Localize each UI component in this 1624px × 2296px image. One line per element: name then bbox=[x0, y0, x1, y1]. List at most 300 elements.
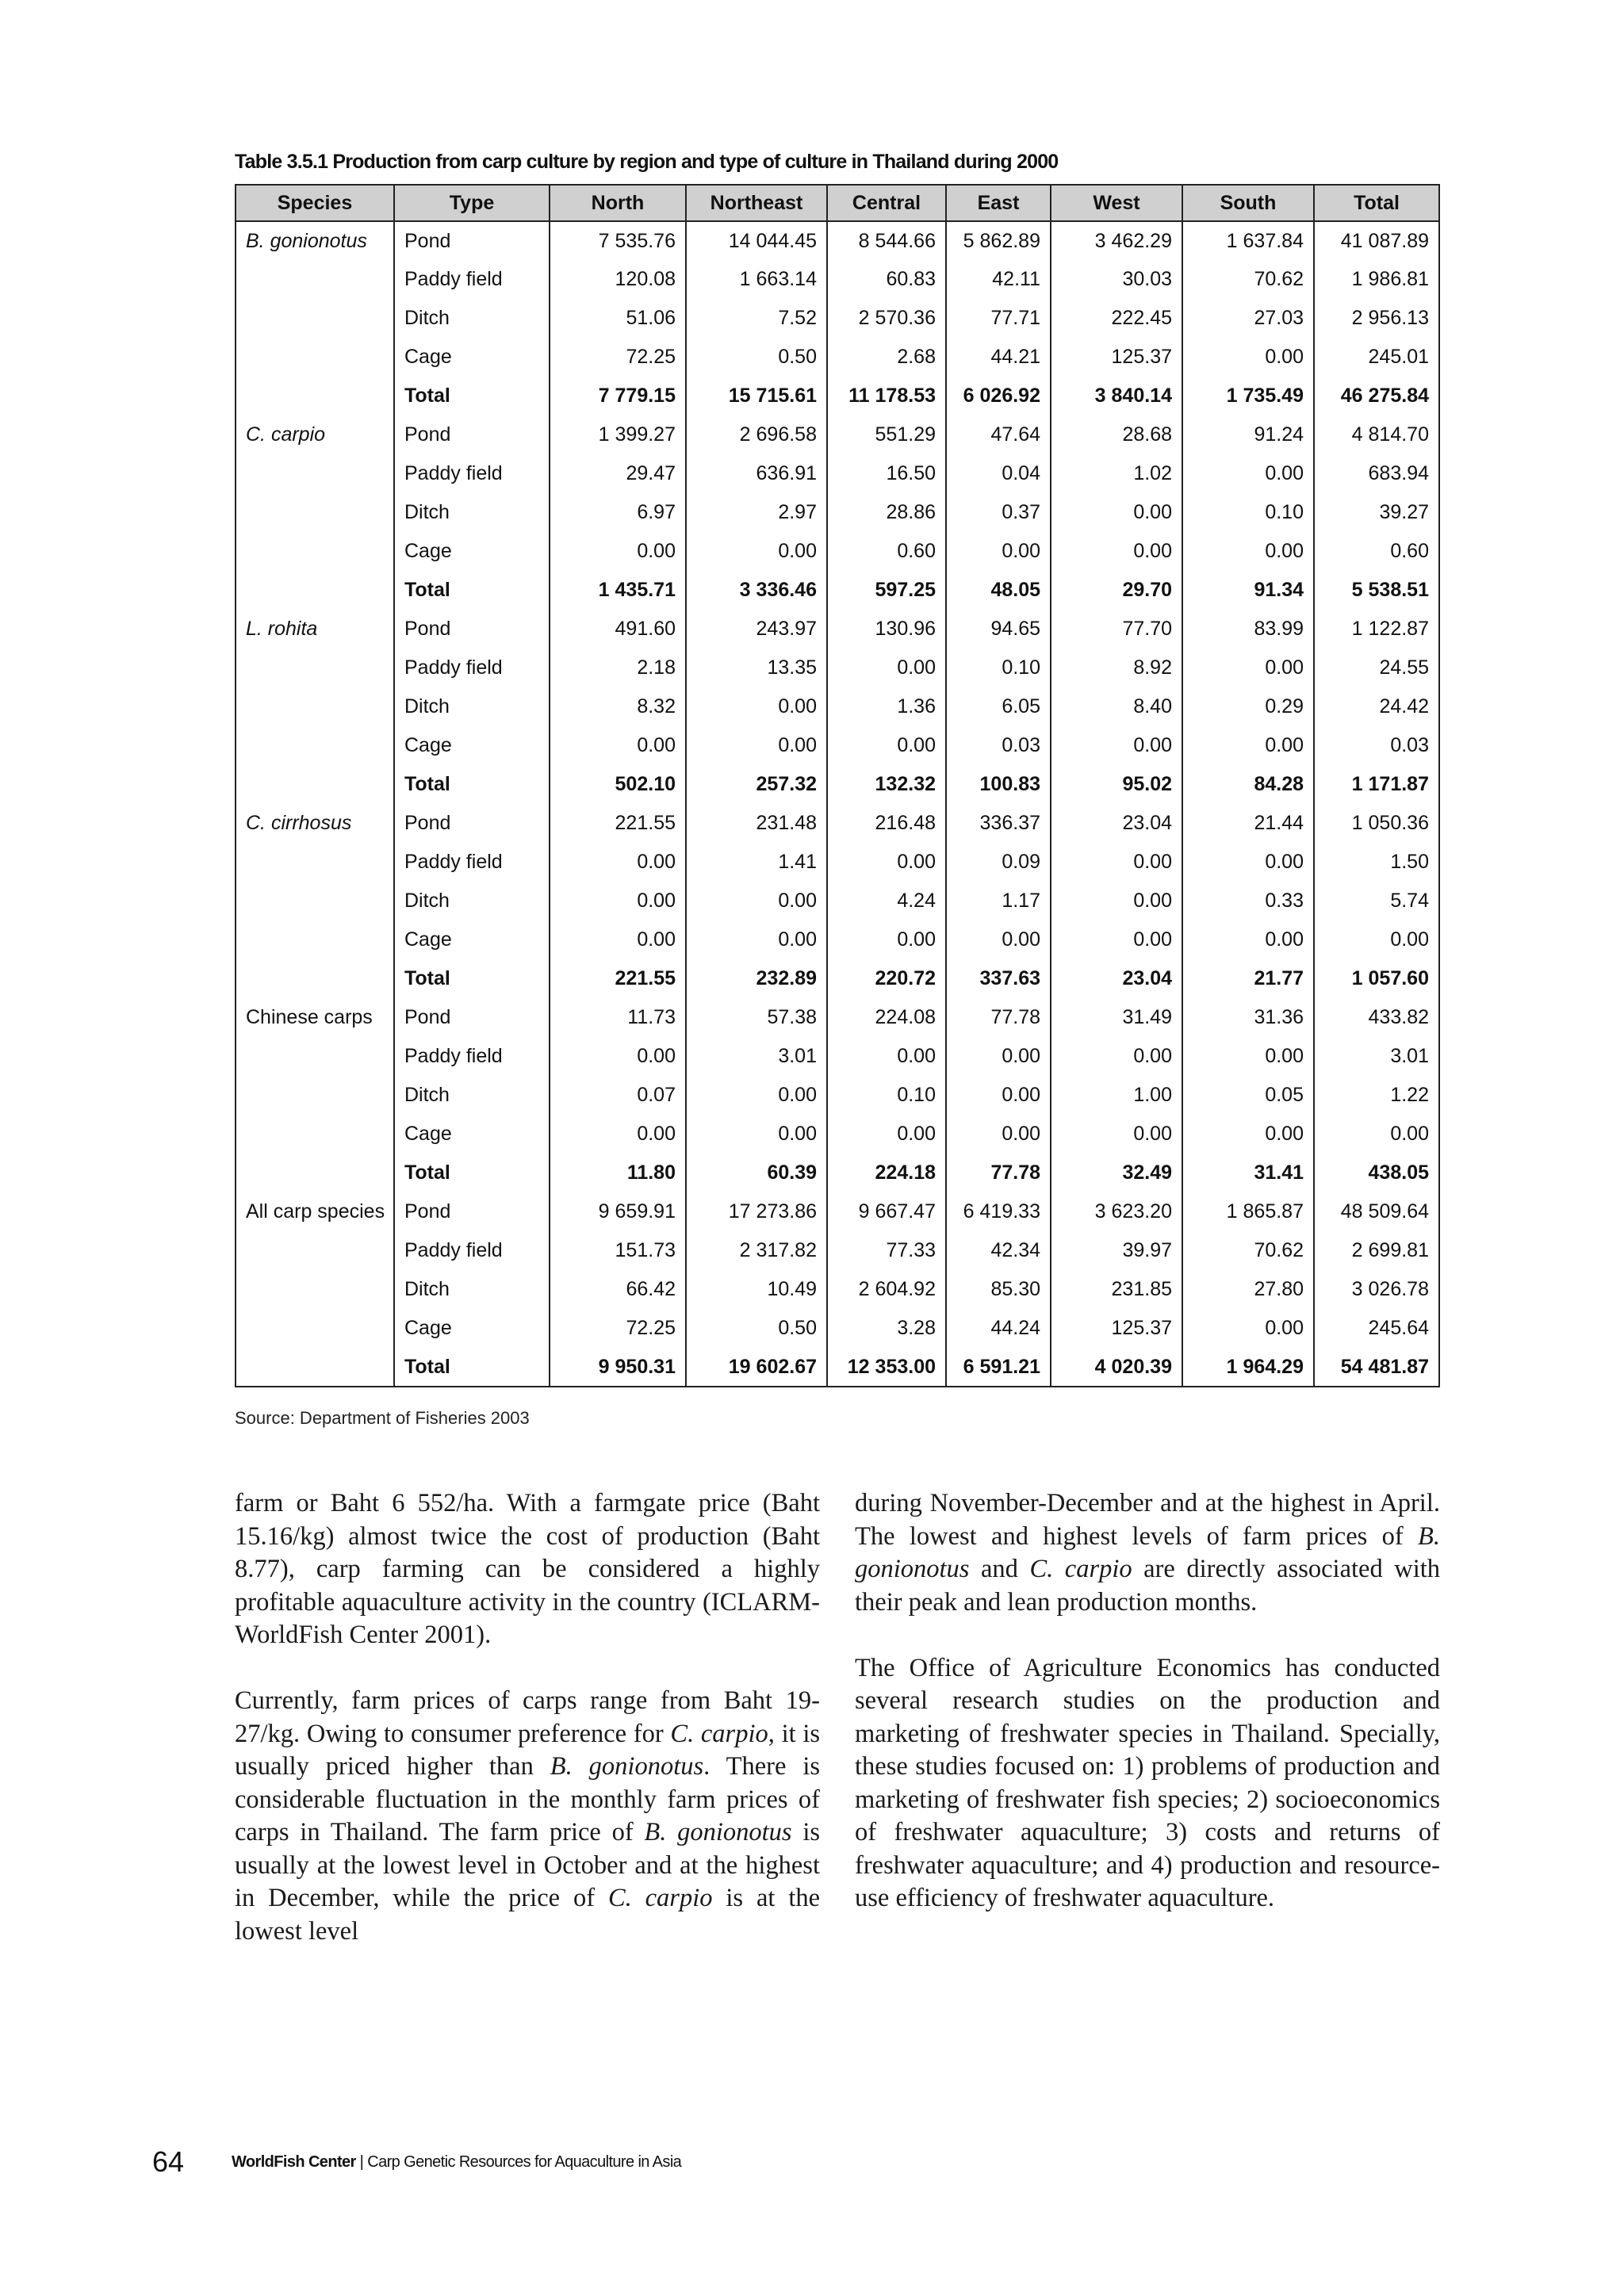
cell-central: 60.83 bbox=[827, 260, 946, 299]
cell-northeast: 2 317.82 bbox=[686, 1231, 827, 1270]
cell-west: 0.00 bbox=[1051, 1115, 1182, 1154]
cell-north: 9 950.31 bbox=[550, 1348, 686, 1387]
cell-species bbox=[236, 726, 394, 765]
cell-northeast: 19 602.67 bbox=[686, 1348, 827, 1387]
cell-north: 7 535.76 bbox=[550, 221, 686, 260]
species-name: C. carpio bbox=[1029, 1555, 1132, 1583]
cell-east: 48.05 bbox=[946, 571, 1051, 610]
cell-species: C. cirrhosus bbox=[236, 804, 394, 843]
cell-west: 95.02 bbox=[1051, 765, 1182, 804]
cell-south: 0.00 bbox=[1182, 454, 1314, 493]
cell-type: Pond bbox=[394, 1192, 550, 1231]
table-row bbox=[236, 1270, 1439, 1309]
species-name: B. gonionotus bbox=[855, 1521, 1440, 1583]
cell-central: 224.18 bbox=[827, 1154, 946, 1192]
table-row bbox=[236, 920, 1439, 959]
cell-south: 0.33 bbox=[1182, 882, 1314, 920]
cell-central: 220.72 bbox=[827, 959, 946, 998]
cell-total: 0.03 bbox=[1314, 726, 1439, 765]
cell-species bbox=[236, 765, 394, 804]
cell-northeast: 0.00 bbox=[686, 687, 827, 726]
cell-species bbox=[236, 959, 394, 998]
cell-south: 0.00 bbox=[1182, 649, 1314, 687]
cell-south: 70.62 bbox=[1182, 1231, 1314, 1270]
cell-north: 1 435.71 bbox=[550, 571, 686, 610]
cell-total: 2 956.13 bbox=[1314, 299, 1439, 338]
body-text-left-column bbox=[235, 1487, 820, 1981]
cell-south: 91.24 bbox=[1182, 415, 1314, 454]
table-row bbox=[236, 998, 1439, 1037]
cell-east: 0.10 bbox=[946, 649, 1051, 687]
cell-west: 231.85 bbox=[1051, 1270, 1182, 1309]
cell-north: 6.97 bbox=[550, 493, 686, 532]
cell-northeast: 0.00 bbox=[686, 1115, 827, 1154]
cell-west: 0.00 bbox=[1051, 920, 1182, 959]
cell-east: 77.78 bbox=[946, 998, 1051, 1037]
cell-northeast: 57.38 bbox=[686, 998, 827, 1037]
cell-south: 0.00 bbox=[1182, 338, 1314, 377]
table-row bbox=[236, 687, 1439, 726]
cell-east: 0.04 bbox=[946, 454, 1051, 493]
header-north: North bbox=[550, 185, 686, 221]
cell-total: 48 509.64 bbox=[1314, 1192, 1439, 1231]
cell-total: 1.22 bbox=[1314, 1076, 1439, 1115]
cell-west: 3 840.14 bbox=[1051, 377, 1182, 415]
cell-east: 47.64 bbox=[946, 415, 1051, 454]
cell-central: 0.60 bbox=[827, 532, 946, 571]
cell-total: 54 481.87 bbox=[1314, 1348, 1439, 1387]
cell-east: 42.11 bbox=[946, 260, 1051, 299]
cell-total: 683.94 bbox=[1314, 454, 1439, 493]
cell-total: 0.00 bbox=[1314, 1115, 1439, 1154]
cell-south: 0.05 bbox=[1182, 1076, 1314, 1115]
cell-northeast: 3 336.46 bbox=[686, 571, 827, 610]
cell-central: 77.33 bbox=[827, 1231, 946, 1270]
table-row bbox=[236, 338, 1439, 377]
cell-type: Cage bbox=[394, 920, 550, 959]
cell-north: 0.00 bbox=[550, 1115, 686, 1154]
cell-east: 0.03 bbox=[946, 726, 1051, 765]
cell-northeast: 243.97 bbox=[686, 610, 827, 649]
cell-total: 1 171.87 bbox=[1314, 765, 1439, 804]
table-caption: Table 3.5.1 Production from carp culture by region and type of culture in Thailand during 2000 bbox=[235, 151, 1059, 173]
cell-east: 0.00 bbox=[946, 1037, 1051, 1076]
table-row bbox=[236, 804, 1439, 843]
footer-separator: | bbox=[355, 2153, 368, 2171]
cell-total: 24.55 bbox=[1314, 649, 1439, 687]
cell-west: 1.00 bbox=[1051, 1076, 1182, 1115]
cell-species bbox=[236, 532, 394, 571]
cell-west: 0.00 bbox=[1051, 1037, 1182, 1076]
cell-west: 3 623.20 bbox=[1051, 1192, 1182, 1231]
cell-south: 0.29 bbox=[1182, 687, 1314, 726]
cell-north: 66.42 bbox=[550, 1270, 686, 1309]
cell-south: 84.28 bbox=[1182, 765, 1314, 804]
cell-species bbox=[236, 377, 394, 415]
cell-west: 23.04 bbox=[1051, 804, 1182, 843]
footer-org: WorldFish Center bbox=[232, 2153, 356, 2171]
cell-central: 1.36 bbox=[827, 687, 946, 726]
header-type: Type bbox=[394, 185, 550, 221]
text-run: . There is considerable fluctuation in the monthly farm prices of carps in Thailand. The farm price of bbox=[235, 1752, 820, 1846]
cell-northeast: 1 663.14 bbox=[686, 260, 827, 299]
cell-type: Pond bbox=[394, 804, 550, 843]
table-row bbox=[236, 532, 1439, 571]
cell-central: 9 667.47 bbox=[827, 1192, 946, 1231]
cell-northeast: 0.00 bbox=[686, 920, 827, 959]
cell-central: 130.96 bbox=[827, 610, 946, 649]
cell-north: 0.07 bbox=[550, 1076, 686, 1115]
table-row bbox=[236, 882, 1439, 920]
cell-central: 0.00 bbox=[827, 920, 946, 959]
cell-central: 132.32 bbox=[827, 765, 946, 804]
cell-north: 51.06 bbox=[550, 299, 686, 338]
cell-north: 0.00 bbox=[550, 532, 686, 571]
table-source: Source: Department of Fisheries 2003 bbox=[235, 1408, 530, 1428]
cell-total: 1.50 bbox=[1314, 843, 1439, 882]
cell-south: 21.77 bbox=[1182, 959, 1314, 998]
cell-west: 125.37 bbox=[1051, 338, 1182, 377]
cell-northeast: 13.35 bbox=[686, 649, 827, 687]
page-number: 64 bbox=[152, 2145, 185, 2178]
table-row bbox=[236, 1076, 1439, 1115]
cell-northeast: 257.32 bbox=[686, 765, 827, 804]
cell-central: 12 353.00 bbox=[827, 1348, 946, 1387]
cell-total: 433.82 bbox=[1314, 998, 1439, 1037]
cell-west: 23.04 bbox=[1051, 959, 1182, 998]
table-row bbox=[236, 610, 1439, 649]
cell-species: L. rohita bbox=[236, 610, 394, 649]
cell-total: 39.27 bbox=[1314, 493, 1439, 532]
species-name: C. carpio bbox=[670, 1719, 768, 1748]
cell-type: Cage bbox=[394, 532, 550, 571]
cell-west: 125.37 bbox=[1051, 1309, 1182, 1348]
table-header-row bbox=[236, 185, 1439, 221]
table-row bbox=[236, 1309, 1439, 1348]
cell-west: 77.70 bbox=[1051, 610, 1182, 649]
cell-south: 0.00 bbox=[1182, 1309, 1314, 1348]
paragraph bbox=[855, 1652, 1440, 1915]
cell-east: 100.83 bbox=[946, 765, 1051, 804]
cell-east: 336.37 bbox=[946, 804, 1051, 843]
table-row bbox=[236, 221, 1439, 260]
table-row bbox=[236, 1348, 1439, 1387]
cell-east: 6 026.92 bbox=[946, 377, 1051, 415]
table-row bbox=[236, 1115, 1439, 1154]
cell-south: 27.03 bbox=[1182, 299, 1314, 338]
header-total: Total bbox=[1314, 185, 1439, 221]
cell-west: 39.97 bbox=[1051, 1231, 1182, 1270]
header-central: Central bbox=[827, 185, 946, 221]
species-name: B. gonionotus bbox=[550, 1752, 704, 1781]
cell-type: Pond bbox=[394, 610, 550, 649]
cell-type: Ditch bbox=[394, 1270, 550, 1309]
cell-east: 0.00 bbox=[946, 532, 1051, 571]
cell-species bbox=[236, 454, 394, 493]
cell-north: 72.25 bbox=[550, 338, 686, 377]
cell-type: Ditch bbox=[394, 687, 550, 726]
cell-north: 0.00 bbox=[550, 920, 686, 959]
cell-total: 5 538.51 bbox=[1314, 571, 1439, 610]
cell-west: 0.00 bbox=[1051, 843, 1182, 882]
cell-central: 11 178.53 bbox=[827, 377, 946, 415]
text-run: , it is usually priced higher than bbox=[235, 1719, 820, 1781]
cell-central: 0.00 bbox=[827, 1037, 946, 1076]
cell-east: 42.34 bbox=[946, 1231, 1051, 1270]
cell-west: 8.92 bbox=[1051, 649, 1182, 687]
header-species: Species bbox=[236, 185, 394, 221]
table-row bbox=[236, 377, 1439, 415]
cell-central: 0.00 bbox=[827, 1115, 946, 1154]
cell-total: 5.74 bbox=[1314, 882, 1439, 920]
cell-east: 0.09 bbox=[946, 843, 1051, 882]
cell-species bbox=[236, 338, 394, 377]
text-run: are directly associated with their peak and lean production months. bbox=[855, 1555, 1440, 1617]
cell-south: 0.00 bbox=[1182, 1037, 1314, 1076]
cell-type: Cage bbox=[394, 1309, 550, 1348]
cell-species bbox=[236, 1309, 394, 1348]
cell-northeast: 232.89 bbox=[686, 959, 827, 998]
cell-central: 0.00 bbox=[827, 726, 946, 765]
text-run: is at the lowest level bbox=[235, 1884, 821, 1946]
cell-south: 31.41 bbox=[1182, 1154, 1314, 1192]
cell-total: 1 986.81 bbox=[1314, 260, 1439, 299]
cell-central: 28.86 bbox=[827, 493, 946, 532]
cell-species bbox=[236, 1348, 394, 1387]
cell-type: Total bbox=[394, 1154, 550, 1192]
cell-west: 222.45 bbox=[1051, 299, 1182, 338]
table-row bbox=[236, 1192, 1439, 1231]
table-row bbox=[236, 493, 1439, 532]
cell-northeast: 0.00 bbox=[686, 726, 827, 765]
species-name: C. carpio bbox=[607, 1884, 713, 1912]
cell-northeast: 1.41 bbox=[686, 843, 827, 882]
cell-north: 8.32 bbox=[550, 687, 686, 726]
cell-central: 2.68 bbox=[827, 338, 946, 377]
cell-central: 0.10 bbox=[827, 1076, 946, 1115]
paragraph bbox=[235, 1685, 820, 1948]
cell-type: Cage bbox=[394, 338, 550, 377]
cell-northeast: 17 273.86 bbox=[686, 1192, 827, 1231]
cell-east: 85.30 bbox=[946, 1270, 1051, 1309]
cell-north: 72.25 bbox=[550, 1309, 686, 1348]
cell-east: 0.00 bbox=[946, 920, 1051, 959]
cell-northeast: 7.52 bbox=[686, 299, 827, 338]
table-row bbox=[236, 1037, 1439, 1076]
cell-west: 31.49 bbox=[1051, 998, 1182, 1037]
cell-south: 1 637.84 bbox=[1182, 221, 1314, 260]
table-row bbox=[236, 765, 1439, 804]
cell-species bbox=[236, 1037, 394, 1076]
production-table bbox=[235, 184, 1440, 1387]
cell-east: 6 419.33 bbox=[946, 1192, 1051, 1231]
cell-west: 8.40 bbox=[1051, 687, 1182, 726]
cell-south: 0.00 bbox=[1182, 532, 1314, 571]
cell-south: 27.80 bbox=[1182, 1270, 1314, 1309]
cell-type: Paddy field bbox=[394, 843, 550, 882]
cell-species bbox=[236, 1115, 394, 1154]
cell-north: 9 659.91 bbox=[550, 1192, 686, 1231]
cell-type: Pond bbox=[394, 221, 550, 260]
cell-north: 0.00 bbox=[550, 882, 686, 920]
species-name: B. gonionotus bbox=[644, 1818, 792, 1846]
cell-species: All carp species bbox=[236, 1192, 394, 1231]
cell-total: 41 087.89 bbox=[1314, 221, 1439, 260]
cell-northeast: 0.00 bbox=[686, 532, 827, 571]
cell-central: 16.50 bbox=[827, 454, 946, 493]
table-row bbox=[236, 260, 1439, 299]
text-run: The Office of Agriculture Economics has conducted several research studies on the production and marketing of freshwater species in Thailand. Specially, these studies focused on: 1) problems of production and marketing of freshwater fish species; 2) socioeconomics of freshwater aquaculture; 3) costs and returns of freshwater aquaculture; and 4) production and resource-use efficiency of freshwater aquaculture. bbox=[855, 1653, 1440, 1912]
cell-south: 1 735.49 bbox=[1182, 377, 1314, 415]
cell-total: 245.01 bbox=[1314, 338, 1439, 377]
cell-total: 3 026.78 bbox=[1314, 1270, 1439, 1309]
cell-total: 2 699.81 bbox=[1314, 1231, 1439, 1270]
cell-species: B. gonionotus bbox=[236, 221, 394, 260]
cell-northeast: 231.48 bbox=[686, 804, 827, 843]
cell-south: 0.10 bbox=[1182, 493, 1314, 532]
cell-north: 151.73 bbox=[550, 1231, 686, 1270]
cell-north: 11.73 bbox=[550, 998, 686, 1037]
cell-east: 0.00 bbox=[946, 1076, 1051, 1115]
cell-east: 0.00 bbox=[946, 1115, 1051, 1154]
cell-north: 0.00 bbox=[550, 726, 686, 765]
cell-east: 337.63 bbox=[946, 959, 1051, 998]
cell-type: Ditch bbox=[394, 882, 550, 920]
paragraph bbox=[235, 1487, 820, 1652]
cell-type: Cage bbox=[394, 1115, 550, 1154]
cell-type: Paddy field bbox=[394, 260, 550, 299]
cell-west: 0.00 bbox=[1051, 882, 1182, 920]
table-row bbox=[236, 299, 1439, 338]
cell-type: Ditch bbox=[394, 1076, 550, 1115]
text-run: Currently, farm prices of carps range from Baht 19-27/kg. Owing to consumer preference for bbox=[235, 1686, 820, 1748]
running-footer bbox=[232, 2153, 681, 2172]
cell-central: 0.00 bbox=[827, 843, 946, 882]
cell-total: 1 050.36 bbox=[1314, 804, 1439, 843]
cell-east: 44.21 bbox=[946, 338, 1051, 377]
cell-west: 0.00 bbox=[1051, 532, 1182, 571]
cell-species bbox=[236, 1154, 394, 1192]
cell-central: 216.48 bbox=[827, 804, 946, 843]
cell-west: 4 020.39 bbox=[1051, 1348, 1182, 1387]
cell-north: 11.80 bbox=[550, 1154, 686, 1192]
cell-north: 0.00 bbox=[550, 1037, 686, 1076]
cell-type: Ditch bbox=[394, 493, 550, 532]
cell-north: 1 399.27 bbox=[550, 415, 686, 454]
table-row bbox=[236, 959, 1439, 998]
cell-northeast: 10.49 bbox=[686, 1270, 827, 1309]
cell-south: 0.00 bbox=[1182, 726, 1314, 765]
table-row bbox=[236, 649, 1439, 687]
footer-book-title: Carp Genetic Resources for Aquaculture in Asia bbox=[367, 2153, 682, 2171]
cell-species: C. carpio bbox=[236, 415, 394, 454]
cell-northeast: 0.00 bbox=[686, 1076, 827, 1115]
cell-south: 0.00 bbox=[1182, 843, 1314, 882]
table-row bbox=[236, 1231, 1439, 1270]
cell-south: 0.00 bbox=[1182, 920, 1314, 959]
cell-east: 77.78 bbox=[946, 1154, 1051, 1192]
cell-species: Chinese carps bbox=[236, 998, 394, 1037]
cell-total: 438.05 bbox=[1314, 1154, 1439, 1192]
cell-type: Total bbox=[394, 1348, 550, 1387]
cell-total: 3.01 bbox=[1314, 1037, 1439, 1076]
cell-south: 83.99 bbox=[1182, 610, 1314, 649]
table-row bbox=[236, 843, 1439, 882]
cell-west: 32.49 bbox=[1051, 1154, 1182, 1192]
cell-central: 597.25 bbox=[827, 571, 946, 610]
cell-species bbox=[236, 299, 394, 338]
cell-type: Total bbox=[394, 959, 550, 998]
text-run: and bbox=[969, 1555, 1030, 1583]
cell-northeast: 2.97 bbox=[686, 493, 827, 532]
cell-species bbox=[236, 571, 394, 610]
cell-east: 94.65 bbox=[946, 610, 1051, 649]
cell-type: Ditch bbox=[394, 299, 550, 338]
cell-species bbox=[236, 1270, 394, 1309]
cell-species bbox=[236, 493, 394, 532]
cell-species bbox=[236, 687, 394, 726]
cell-total: 46 275.84 bbox=[1314, 377, 1439, 415]
cell-central: 4.24 bbox=[827, 882, 946, 920]
cell-northeast: 0.50 bbox=[686, 1309, 827, 1348]
text-run: is usually at the lowest level in October and at the highest in December, while the price of bbox=[235, 1818, 821, 1912]
cell-north: 29.47 bbox=[550, 454, 686, 493]
cell-south: 1 865.87 bbox=[1182, 1192, 1314, 1231]
cell-species bbox=[236, 920, 394, 959]
cell-total: 0.00 bbox=[1314, 920, 1439, 959]
table-body bbox=[236, 221, 1439, 1387]
cell-west: 3 462.29 bbox=[1051, 221, 1182, 260]
cell-east: 0.37 bbox=[946, 493, 1051, 532]
cell-south: 21.44 bbox=[1182, 804, 1314, 843]
cell-northeast: 3.01 bbox=[686, 1037, 827, 1076]
cell-type: Total bbox=[394, 765, 550, 804]
cell-type: Pond bbox=[394, 415, 550, 454]
cell-central: 0.00 bbox=[827, 649, 946, 687]
cell-type: Paddy field bbox=[394, 1037, 550, 1076]
cell-south: 0.00 bbox=[1182, 1115, 1314, 1154]
cell-total: 1 122.87 bbox=[1314, 610, 1439, 649]
header-south: South bbox=[1182, 185, 1314, 221]
cell-west: 30.03 bbox=[1051, 260, 1182, 299]
cell-central: 551.29 bbox=[827, 415, 946, 454]
cell-central: 224.08 bbox=[827, 998, 946, 1037]
cell-west: 28.68 bbox=[1051, 415, 1182, 454]
cell-type: Cage bbox=[394, 726, 550, 765]
text-run: during November-December and at the highest in April. The lowest and highest levels of farm prices of bbox=[855, 1489, 1440, 1551]
cell-northeast: 14 044.45 bbox=[686, 221, 827, 260]
cell-northeast: 0.50 bbox=[686, 338, 827, 377]
cell-type: Total bbox=[394, 377, 550, 415]
cell-south: 1 964.29 bbox=[1182, 1348, 1314, 1387]
header-east: East bbox=[946, 185, 1051, 221]
cell-central: 3.28 bbox=[827, 1309, 946, 1348]
paragraph bbox=[855, 1487, 1440, 1619]
header-west: West bbox=[1051, 185, 1182, 221]
cell-east: 5 862.89 bbox=[946, 221, 1051, 260]
table-row bbox=[236, 415, 1439, 454]
cell-type: Paddy field bbox=[394, 454, 550, 493]
cell-species bbox=[236, 843, 394, 882]
cell-west: 29.70 bbox=[1051, 571, 1182, 610]
text-run: farm or Baht 6 552/ha. With a farmgate price (Baht 15.16/kg) almost twice the cost of production (Baht 8.77), carp farming can be considered a highly profitable aquaculture activity in the country (ICLARM-WorldFish Center 2001). bbox=[235, 1489, 820, 1649]
cell-type: Pond bbox=[394, 998, 550, 1037]
cell-east: 6.05 bbox=[946, 687, 1051, 726]
header-northeast: Northeast bbox=[686, 185, 827, 221]
cell-type: Paddy field bbox=[394, 649, 550, 687]
cell-north: 502.10 bbox=[550, 765, 686, 804]
cell-east: 77.71 bbox=[946, 299, 1051, 338]
